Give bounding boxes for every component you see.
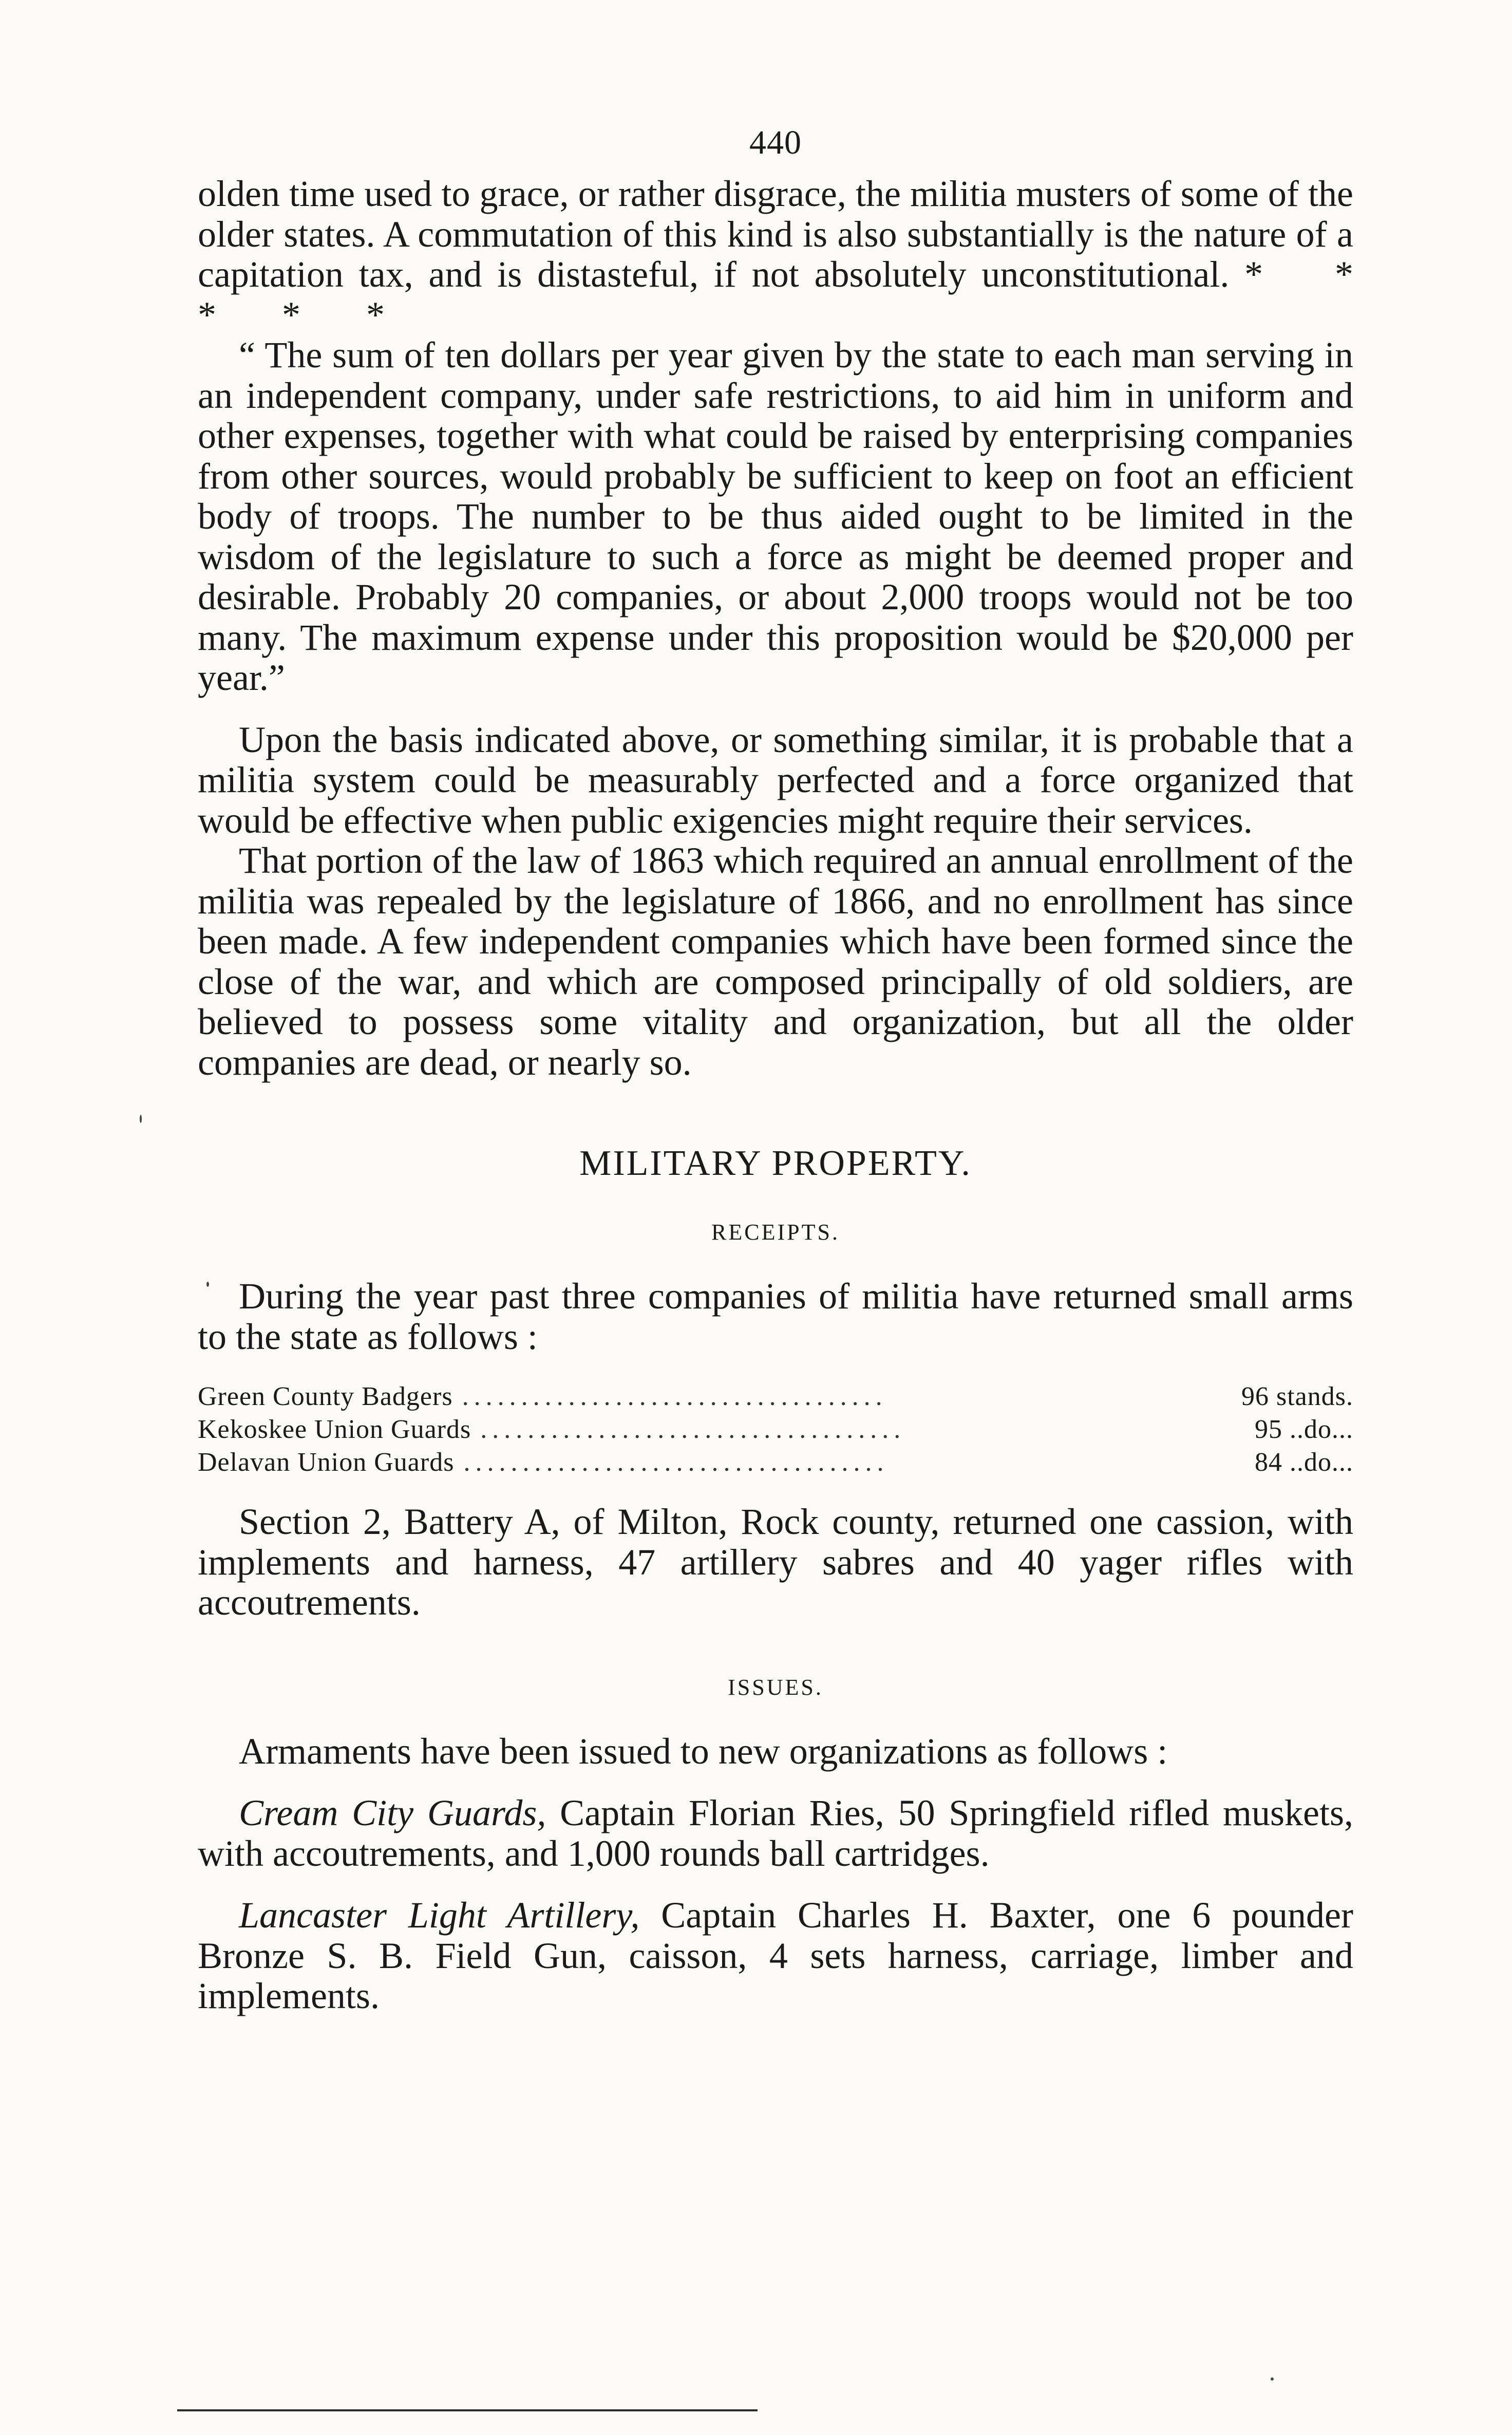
section-title-military-property: MILITARY PROPERTY. bbox=[579, 1144, 972, 1183]
return-row bbox=[198, 1413, 1353, 1446]
paragraph-issue-cream-city bbox=[198, 1793, 1353, 1874]
footer-rule bbox=[177, 2409, 758, 2411]
return-row bbox=[198, 1446, 1353, 1479]
return-company-name: Kekoskee Union Guards bbox=[198, 1415, 471, 1444]
page-number: 440 bbox=[749, 124, 802, 161]
return-company-name: Green County Badgers bbox=[198, 1382, 453, 1411]
return-quantity: 96 stands. bbox=[1241, 1382, 1353, 1411]
ink-speck bbox=[1271, 2377, 1274, 2381]
ink-speck bbox=[206, 1282, 209, 1287]
return-quantity: 84 ..do... bbox=[1255, 1448, 1353, 1477]
issue-org-name: Lancaster Light Artillery, bbox=[239, 1895, 640, 1936]
return-company-name: Delavan Union Guards bbox=[198, 1448, 455, 1477]
asterisks-ellipsis: * * * * * bbox=[198, 254, 1354, 335]
paragraph-receipts-intro: During the year past three companies of militia have returned small arms to the state as follows : bbox=[198, 1276, 1353, 1357]
issue-org-name: Cream City Guards, bbox=[239, 1792, 546, 1833]
paragraph-issues-intro: Armaments have been issued to new organizations as follows : bbox=[239, 1730, 1168, 1772]
return-row bbox=[198, 1380, 1353, 1413]
sub-heading-issues: ISSUES. bbox=[728, 1674, 823, 1700]
leader-dots: .................................... bbox=[480, 1415, 906, 1444]
ink-speck bbox=[140, 1115, 142, 1123]
paragraph-militia-system: Upon the basis indicated above, or something similar, it is probable that a militia system could be measurably perfected and a force organized that would be effective when public exigencies might require their services. bbox=[198, 719, 1353, 841]
issue-details: Captain Florian Ries, 50 Springfield rifled muskets, with accoutrements, and 1,000 rounds ball cartridges. bbox=[198, 1792, 1353, 1874]
paragraph-battery-a: Section 2, Battery A, of Milton, Rock county, returned one cassion, with implements and harness, 47 artillery sabres and 40 yager rifles with accoutrements. bbox=[198, 1501, 1353, 1623]
paragraph-commutation bbox=[198, 174, 1353, 335]
leader-dots: .................................... bbox=[463, 1448, 889, 1477]
returns-list bbox=[198, 1380, 1353, 1479]
document-page bbox=[198, 123, 1353, 2016]
sub-heading-receipts: RECEIPTS. bbox=[711, 1220, 840, 1245]
paragraph-issue-lancaster bbox=[198, 1895, 1353, 2016]
paragraph-law-1863: That portion of the law of 1863 which required an annual enrollment of the militia was repealed by the legislature of 1866, and no enrollment has since been made. A few independent companies which have been formed since the close of the war, and which are composed principally of old soldiers, are believed to possess some vitality and organization, but all the older companies are dead, or nearly so. bbox=[198, 840, 1353, 1083]
issue-details: Captain Charles H. Baxter, one 6 pounder Bronze S. B. Field Gun, caisson, 4 sets harness, carriage, limber and implements. bbox=[198, 1895, 1353, 2016]
paragraph-quote-ten-dollars: “ The sum of ten dollars per year given by the state to each man serving in an independent company, under safe restrictions, to aid him in uniform and other expenses, together with what could be raised by enterprising companies from other sources, would probably be sufficient to keep on foot an efficient body of troops. The number to be thus aided ought to be limited in the wisdom of the legislature to such a force as might be deemed proper and desirable. Probably 20 companies, or about 2,000 troops would not be too many. The maximum expense under this proposition would be $20,000 per year.” bbox=[198, 334, 1353, 698]
paragraph-commutation-text: olden time used to grace, or rather disgrace, the militia musters of some of the older states. A commutation of this kind is also substantially is the nature of a capitation tax, and is distasteful, if not absolutely unconstitutional. bbox=[198, 173, 1353, 295]
return-quantity: 95 ..do... bbox=[1255, 1415, 1353, 1444]
leader-dots: .................................... bbox=[462, 1382, 887, 1411]
